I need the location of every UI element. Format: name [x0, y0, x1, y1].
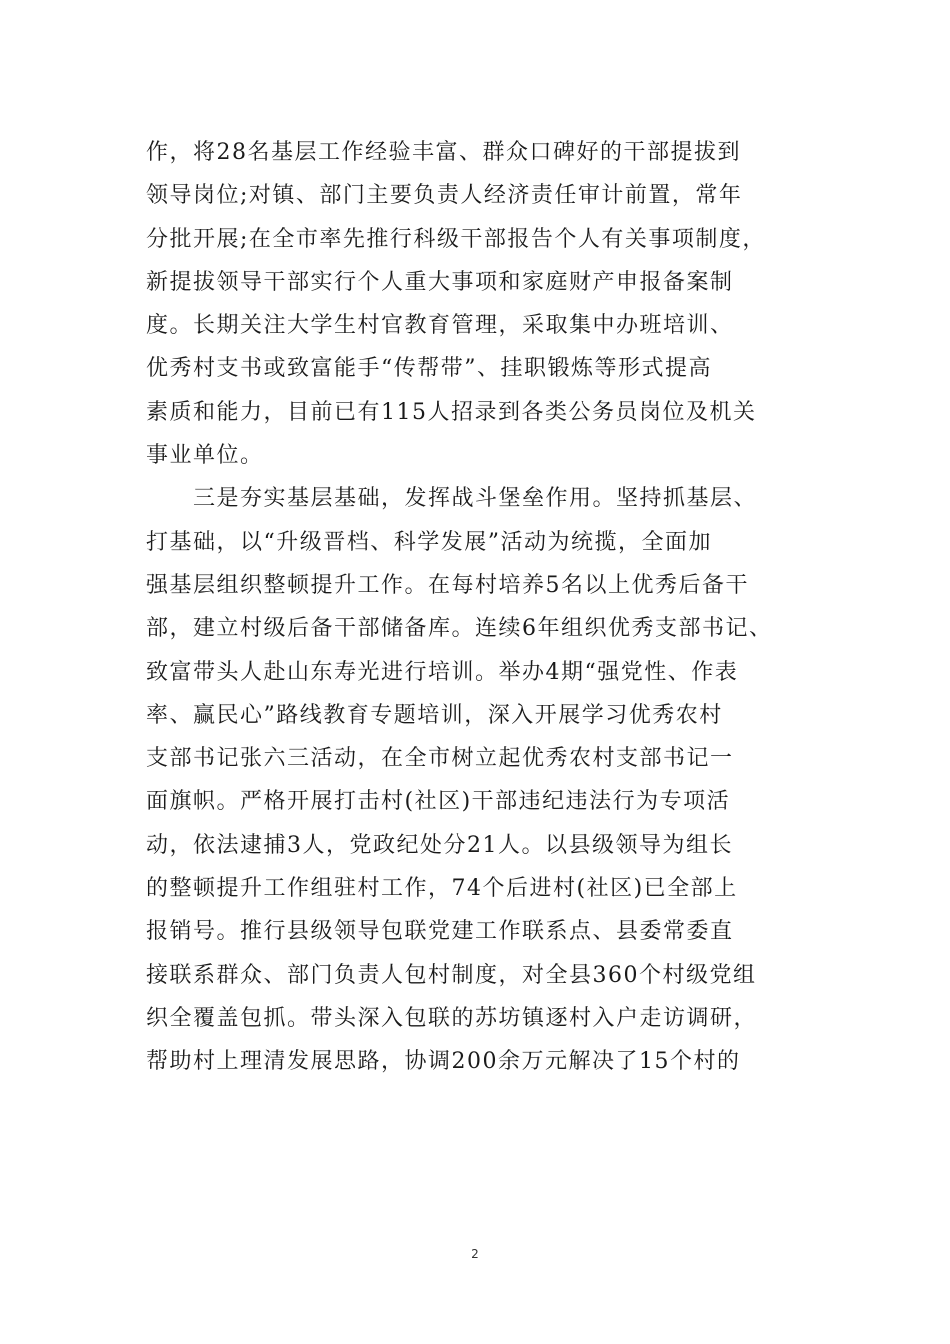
text-line: 的整顿提升工作组驻村工作，74个后进村(社区)已全部上 [146, 876, 738, 902]
text-line: 动，依法逮捕3人，党政纪处分21人。以县级领导为组长 [146, 832, 733, 858]
body-text [146, 131, 836, 1084]
page-number: 2 [471, 1247, 479, 1261]
text-line: 分批开展;在全市率先推行科级干部报告个人有关事项制度， [146, 226, 766, 252]
text-line: 织全覆盖包抓。带头深入包联的苏坊镇逐村入户走访调研， [146, 1005, 758, 1031]
text-line: 面旗帜。严格开展打击村(社区)干部违纪违法行为专项活 [146, 789, 731, 815]
text-line: 打基础，以“升级晋档、科学发展”活动为统揽，全面加 [146, 529, 712, 555]
text-line: 帮助村上理清发展思路，协调200余万元解决了15个村的 [146, 1049, 741, 1075]
text-line: 作，将28名基层工作经验丰富、群众口碑好的干部提拔到 [146, 140, 741, 165]
text-line: 事业单位。 [146, 443, 264, 469]
text-line: 领导岗位;对镇、部门主要负责人经济责任审计前置，常年 [146, 183, 743, 209]
text-line: 度。长期关注大学生村官教育管理，采取集中办班培训、 [146, 313, 734, 339]
text-line: 部，建立村级后备干部储备库。连续6年组织优秀支部书记、 [146, 616, 773, 642]
text-line: 支部书记张六三活动，在全市树立起优秀农村支部书记一 [146, 746, 734, 772]
text-line: 素质和能力，目前已有115人招录到各类公务员岗位及机关 [146, 399, 757, 425]
text-line: 优秀村支书或致富能手“传帮带”、挂职锻炼等形式提高 [146, 356, 712, 382]
text-line: 致富带头人赴山东寿光进行培训。举办4期“强党性、作表 [146, 659, 739, 685]
text-line: 报销号。推行县级领导包联党建工作联系点、县委常委直 [146, 919, 734, 945]
text-line: 接联系群众、部门负责人包村制度，对全县360个村级党组 [146, 962, 757, 988]
paragraph-start-line: 三是夯实基层基础，发挥战斗堡垒作用。坚持抓基层、 [146, 486, 758, 512]
text-line: 强基层组织整顿提升工作。在每村培养5名以上优秀后备干 [146, 572, 749, 598]
text-line: 率、赢民心”路线教育专题培训，深入开展学习优秀农村 [146, 702, 723, 728]
text-line: 新提拔领导干部实行个人重大事项和家庭财产申报备案制 [146, 269, 734, 295]
